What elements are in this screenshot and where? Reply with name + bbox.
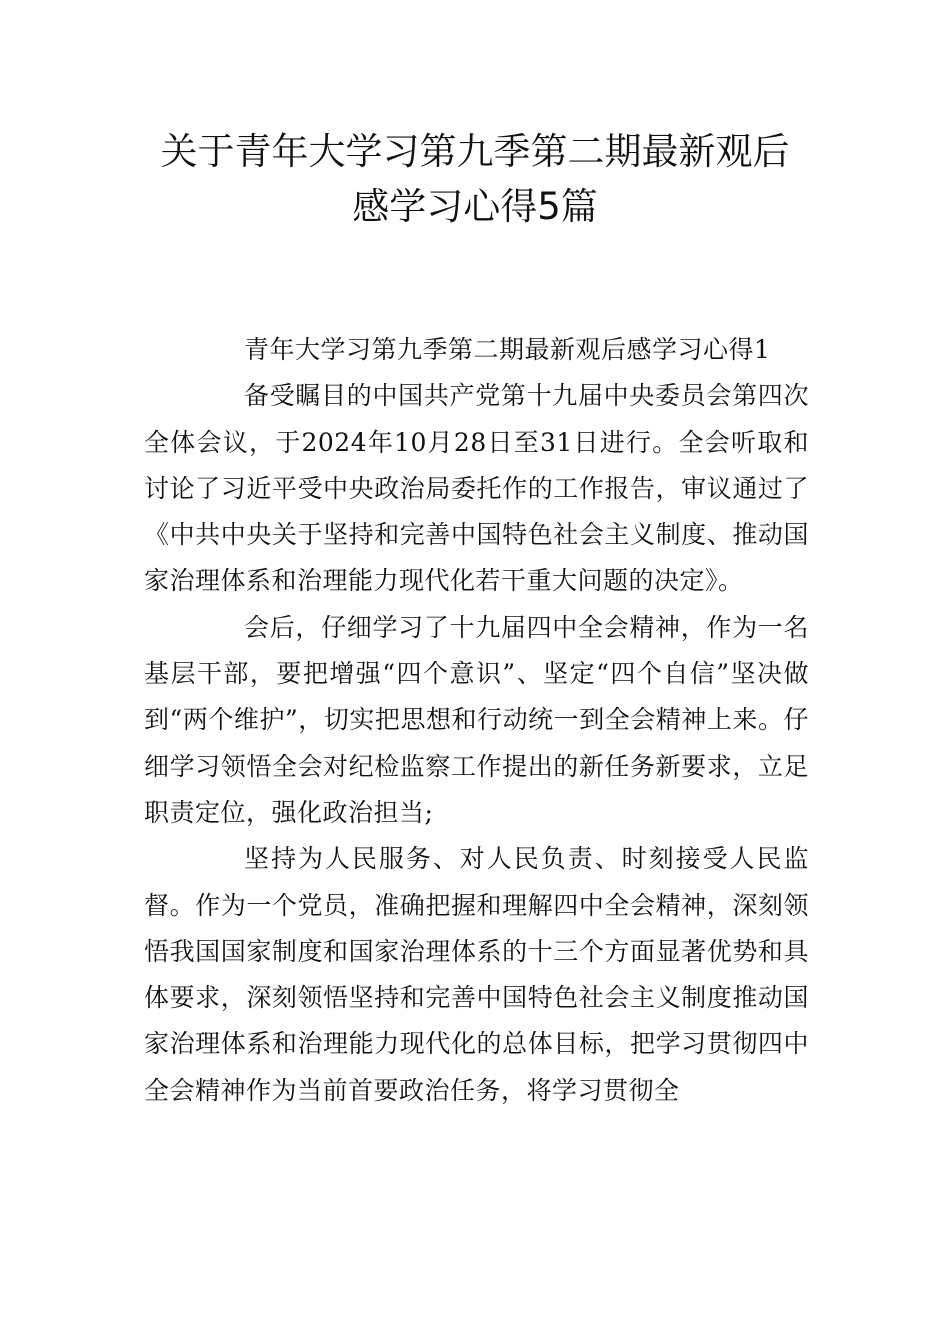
document-title <box>0 124 950 234</box>
body-paragraph-2: 会后，仔细学习了十九届四中全会精神，作为一名基层干部，要把增强“四个意识”、坚定“四个自信”坚决做到“两个维护”，切实把思想和行动统一到全会精神上来。仔细学习领悟全会对纪检监察工作提出的新任务新要求，立足职责定位，强化政治担当; <box>144 612 809 827</box>
document-title-line-2: 感学习心得5篇 <box>352 185 598 228</box>
body-paragraph-3: 坚持为人民服务、对人民负责、时刻接受人民监督。作为一个党员，准确把握和理解四中全会精神，深刻领悟我国国家制度和国家治理体系的十三个方面显著优势和具体要求，深刻领悟坚持和完善中国特色社会主义制度推动国家治理体系和治理能力现代化的总体目标，把学习贯彻四中全会精神作为当前首要政治任务，将学习贯彻全 <box>144 844 809 1105</box>
document-body <box>144 327 809 1114</box>
body-paragraph-1: 备受瞩目的中国共产党第十九届中央委员会第四次全体会议，于2024年10月28日至31日进行。全会听取和讨论了习近平受中央政治局委托作的工作报告，审议通过了《中共中央关于坚持和完善中国特色社会主义制度、推动国家治理体系和治理能力现代化若干重大问题的决定》。 <box>144 381 809 596</box>
section-heading: 青年大学习第九季第二期最新观后感学习心得1 <box>244 335 771 364</box>
document-title-line-1: 关于青年大学习第九季第二期最新观后 <box>160 130 790 173</box>
